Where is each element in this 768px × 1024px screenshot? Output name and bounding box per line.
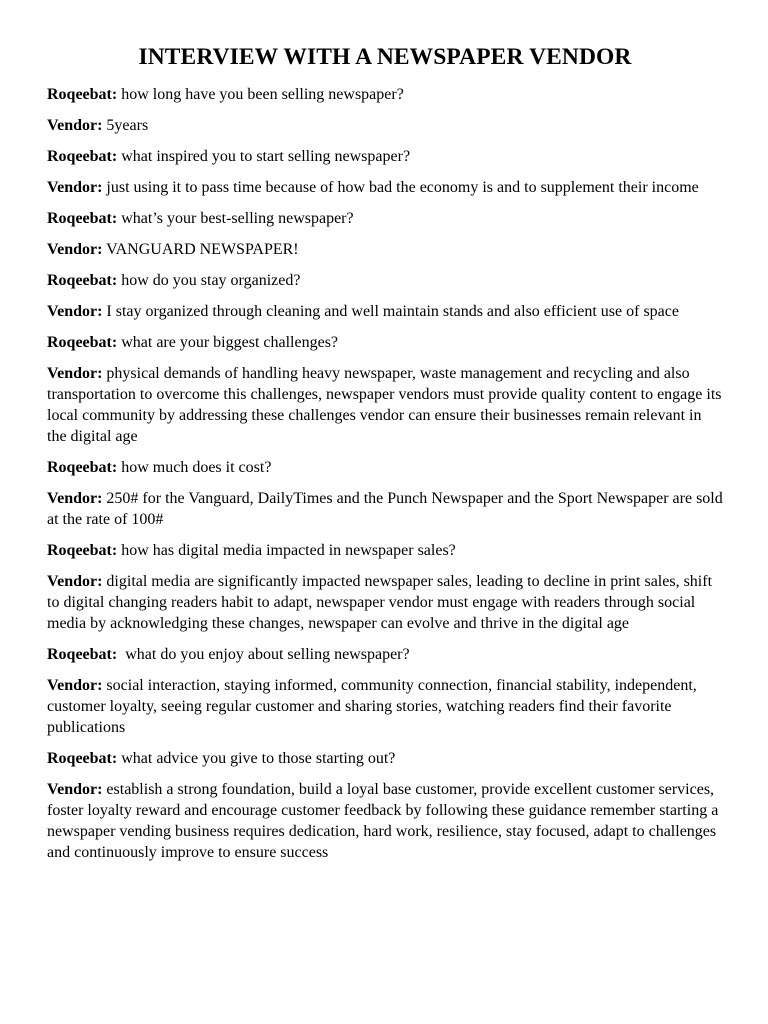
qa-text: what inspired you to start selling newspaper? xyxy=(117,148,411,165)
qa-paragraph xyxy=(47,675,723,738)
qa-paragraph xyxy=(47,332,723,353)
qa-paragraph xyxy=(47,239,723,260)
speaker-label: Vendor: xyxy=(47,490,103,507)
qa-text: what are your biggest challenges? xyxy=(117,334,339,351)
qa-text: physical demands of handling heavy newspaper, waste management and recycling and also transportation to overcome this challenges, newspaper vendors must provide quality content to engage its local community by addressing these challenges vendor can ensure their businesses remain relevant in the digital age xyxy=(47,365,722,445)
speaker-label: Vendor: xyxy=(47,179,103,196)
qa-paragraph xyxy=(47,84,723,105)
qa-paragraph xyxy=(47,270,723,291)
speaker-label: Roqeebat: xyxy=(47,334,118,351)
qa-paragraph xyxy=(47,457,723,478)
qa-paragraph xyxy=(47,146,723,167)
qa-paragraph xyxy=(47,488,723,530)
qa-paragraph xyxy=(47,115,723,136)
qa-text: how long have you been selling newspaper? xyxy=(117,86,404,103)
qa-paragraph xyxy=(47,301,723,322)
speaker-label: Vendor: xyxy=(47,573,103,590)
speaker-label: Roqeebat: xyxy=(47,542,118,559)
speaker-label: Roqeebat: xyxy=(47,86,118,103)
qa-text: what’s your best-selling newspaper? xyxy=(117,210,354,227)
qa-text: how has digital media impacted in newspaper sales? xyxy=(117,542,456,559)
qa-paragraph xyxy=(47,779,723,863)
qa-paragraph xyxy=(47,177,723,198)
qa-paragraph xyxy=(47,363,723,447)
speaker-label: Roqeebat: xyxy=(47,750,118,767)
document-title: INTERVIEW WITH A NEWSPAPER VENDOR xyxy=(138,44,632,70)
speaker-label: Vendor: xyxy=(47,781,103,798)
qa-text: 250# for the Vanguard, DailyTimes and the Punch Newspaper and the Sport Newspaper are sold at the rate of 100# xyxy=(47,490,723,528)
document-page xyxy=(47,40,723,873)
speaker-label: Roqeebat: xyxy=(47,459,118,476)
speaker-label: Roqeebat: xyxy=(47,646,118,663)
qa-text: just using it to pass time because of how bad the economy is and to supplement their income xyxy=(102,179,699,196)
speaker-label: Vendor: xyxy=(47,117,103,134)
qa-paragraph xyxy=(47,208,723,229)
qa-paragraph xyxy=(47,571,723,634)
qa-text: establish a strong foundation, build a loyal base customer, provide excellent customer services, foster loyalty reward and encourage customer feedback by following these guidance remember starting a newspaper vending business requires dedication, hard work, resilience, stay focused, adapt to challenges and continuously improve to ensure success xyxy=(47,781,719,861)
qa-text: VANGUARD NEWSPAPER! xyxy=(102,241,299,258)
qa-text: what do you enjoy about selling newspaper? xyxy=(117,646,410,663)
speaker-label: Vendor: xyxy=(47,241,103,258)
speaker-label: Vendor: xyxy=(47,303,103,320)
speaker-label: Roqeebat: xyxy=(47,272,118,289)
qa-text: social interaction, staying informed, community connection, financial stability, independent, customer loyalty, seeing regular customer and sharing stories, watching readers find their favorite publications xyxy=(47,677,697,736)
speaker-label: Vendor: xyxy=(47,365,103,382)
qa-text: I stay organized through cleaning and well maintain stands and also efficient use of space xyxy=(102,303,679,320)
qa-text: how much does it cost? xyxy=(117,459,272,476)
qa-text: 5years xyxy=(102,117,149,134)
qa-text: what advice you give to those starting out? xyxy=(117,750,396,767)
speaker-label: Roqeebat: xyxy=(47,148,118,165)
qa-text: digital media are significantly impacted newspaper sales, leading to decline in print sales, shift to digital changing readers habit to adapt, newspaper vendor must engage with readers through social media by acknowledging these changes, newspaper can evolve and thrive in the digital age xyxy=(47,573,713,632)
qa-paragraph xyxy=(47,748,723,769)
speaker-label: Vendor: xyxy=(47,677,103,694)
qa-paragraph xyxy=(47,644,723,665)
qa-text: how do you stay organized? xyxy=(117,272,301,289)
speaker-label: Roqeebat: xyxy=(47,210,118,227)
qa-paragraph xyxy=(47,540,723,561)
